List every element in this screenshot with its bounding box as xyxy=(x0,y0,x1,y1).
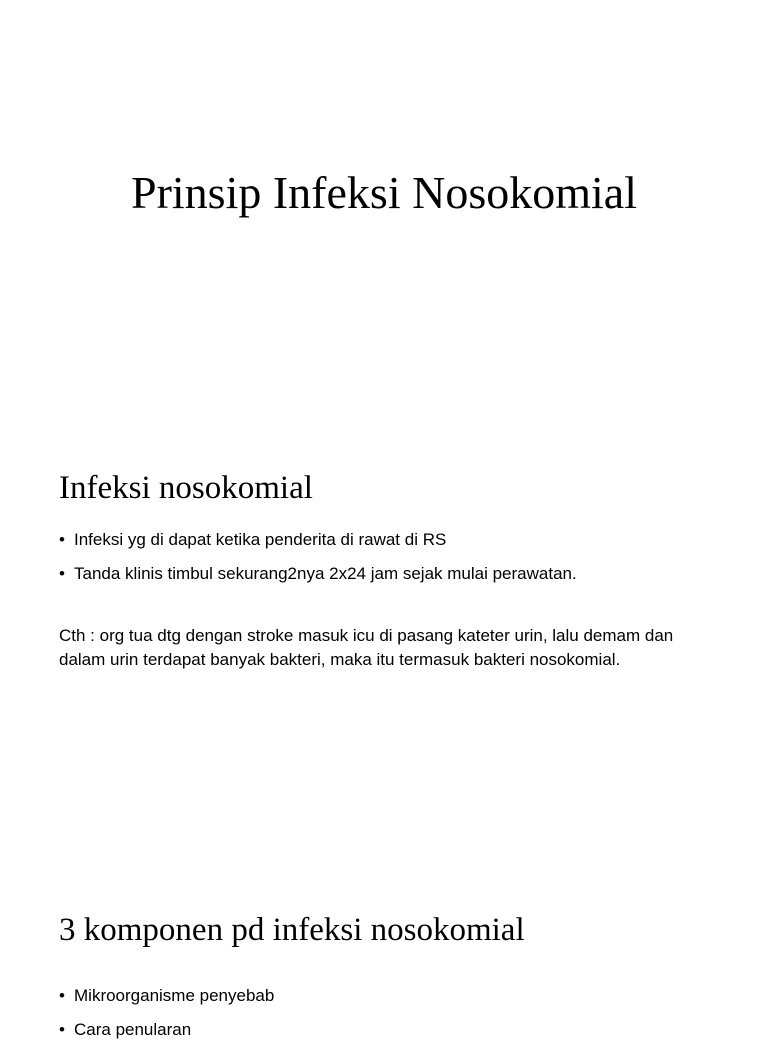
bullet-item xyxy=(59,530,577,550)
slide-title xyxy=(0,0,768,434)
bullet-item xyxy=(59,1020,274,1040)
bullet-icon: • xyxy=(59,1020,65,1039)
bullet-list xyxy=(59,986,274,1054)
slide-heading: Infeksi nosokomial xyxy=(59,470,313,506)
bullet-text: Mikroorganisme penyebab xyxy=(74,986,275,1005)
slide-definition xyxy=(0,434,768,868)
bullet-item xyxy=(59,986,274,1006)
bullet-text: Cara penularan xyxy=(74,1020,192,1039)
bullet-text: Tanda klinis timbul sekurang2nya 2x24 jam sejak mulai perawatan. xyxy=(74,564,577,583)
slide-components xyxy=(0,868,768,1039)
bullet-icon: • xyxy=(59,564,65,583)
slide-heading: 3 komponen pd infeksi nosokomial xyxy=(59,912,525,948)
example-paragraph: Cth : org tua dtg dengan stroke masuk icu di pasang kateter urin, lalu demam dan dalam urin terdapat banyak bakteri, maka itu termasuk bakteri nosokomial. xyxy=(59,626,674,669)
bullet-list xyxy=(59,530,577,598)
bullet-icon: • xyxy=(59,530,65,549)
bullet-icon: • xyxy=(59,986,65,1005)
slide-title-text: Prinsip Infeksi Nosokomial xyxy=(131,167,637,218)
bullet-text: Infeksi yg di dapat ketika penderita di rawat di RS xyxy=(74,530,447,549)
bullet-item xyxy=(59,564,577,584)
